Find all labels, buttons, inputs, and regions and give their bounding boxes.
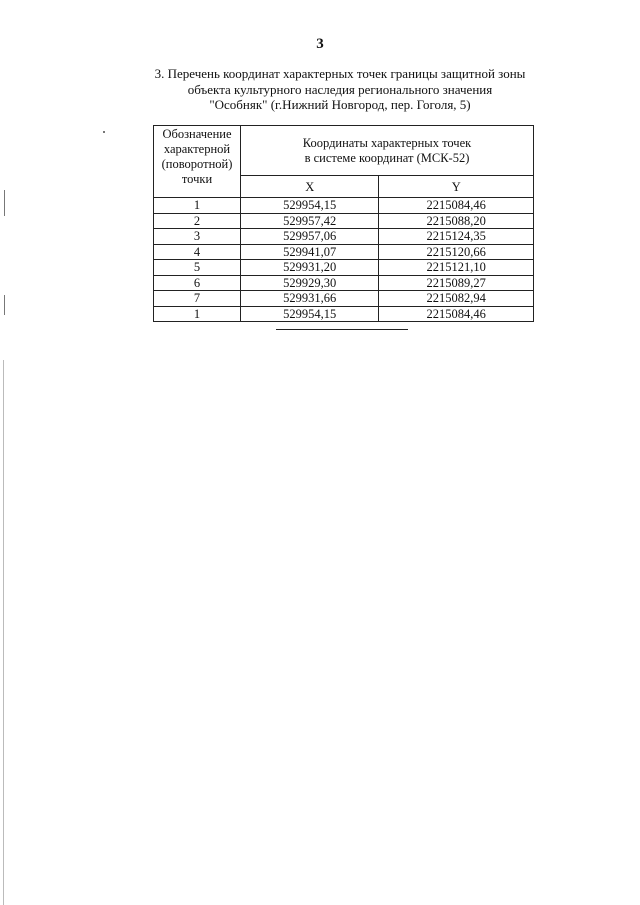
y-cell: 2215089,27 xyxy=(379,275,534,291)
table-row xyxy=(154,229,534,245)
group-header-line-2: в системе координат (МСК-52) xyxy=(304,150,470,165)
table-row xyxy=(154,306,534,322)
point-designation-header xyxy=(154,126,241,198)
point-header-line-1: Обозначение xyxy=(162,127,232,141)
point-header-line-4: точки xyxy=(181,172,213,186)
table-row xyxy=(154,198,534,214)
x-cell: 529954,15 xyxy=(241,306,379,322)
y-cell: 2215120,66 xyxy=(379,244,534,260)
scan-artifact-mark xyxy=(3,360,4,905)
x-cell: 529941,07 xyxy=(241,244,379,260)
x-cell: 529929,30 xyxy=(241,275,379,291)
point-cell: 5 xyxy=(154,260,241,276)
section-heading xyxy=(120,66,560,113)
y-cell: 2215084,46 xyxy=(379,306,534,322)
point-header-line-2: характерной xyxy=(163,142,231,156)
y-cell: 2215088,20 xyxy=(379,213,534,229)
point-cell: 1 xyxy=(154,198,241,214)
end-divider-line xyxy=(276,329,408,330)
x-column-header: X xyxy=(241,176,379,198)
point-header-line-3: (поворотной) xyxy=(161,157,233,171)
table-row xyxy=(154,260,534,276)
point-cell: 7 xyxy=(154,291,241,307)
table-row xyxy=(154,291,534,307)
point-cell: 1 xyxy=(154,306,241,322)
y-cell: 2215124,35 xyxy=(379,229,534,245)
x-cell: 529954,15 xyxy=(241,198,379,214)
group-header-line-1: Координаты характерных точек xyxy=(302,135,472,150)
x-cell: 529931,66 xyxy=(241,291,379,307)
page-number: 3 xyxy=(316,36,324,52)
point-cell: 6 xyxy=(154,275,241,291)
y-column-header: Y xyxy=(379,176,534,198)
table-row xyxy=(154,275,534,291)
scan-artifact-mark xyxy=(4,295,5,315)
heading-line-2: объекта культурного наследия регионального значения xyxy=(187,81,493,97)
point-cell: 2 xyxy=(154,213,241,229)
x-cell: 529957,42 xyxy=(241,213,379,229)
heading-line-1: 3. Перечень координат характерных точек границы защитной зоны xyxy=(154,66,526,81)
coordinates-group-header xyxy=(241,126,534,176)
table-row xyxy=(154,244,534,260)
coordinates-table xyxy=(153,125,534,322)
y-cell: 2215084,46 xyxy=(379,198,534,214)
x-cell: 529931,20 xyxy=(241,260,379,276)
y-cell: 2215082,94 xyxy=(379,291,534,307)
heading-line-3: "Особняк" (г.Нижний Новгород, пер. Гоголя, 5) xyxy=(209,97,471,112)
y-cell: 2215121,10 xyxy=(379,260,534,276)
scan-artifact-mark xyxy=(4,190,5,216)
point-cell: 3 xyxy=(154,229,241,245)
scan-artifact-dot xyxy=(103,131,105,133)
table-row xyxy=(154,213,534,229)
point-cell: 4 xyxy=(154,244,241,260)
x-cell: 529957,06 xyxy=(241,229,379,245)
